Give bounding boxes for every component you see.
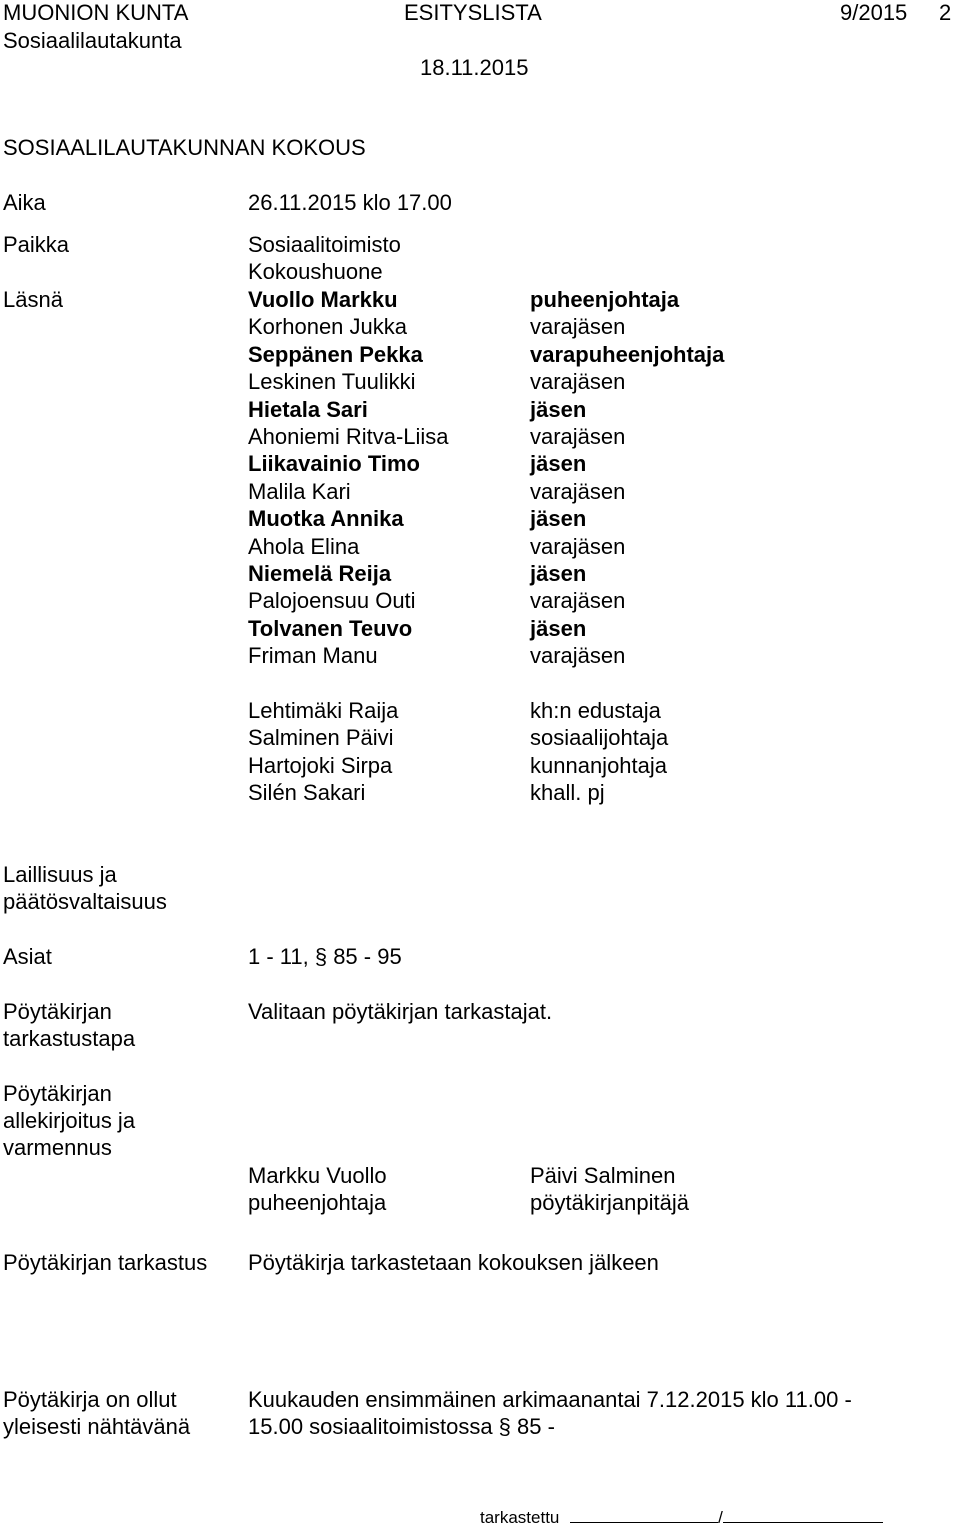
review-label: Pöytäkirjan tarkastus [3,1250,208,1275]
attendee-role: varajäsen [530,643,626,669]
attendee-name: Malila Kari [248,478,351,504]
place-label: Paikka [3,232,70,257]
initials-line-1 [570,1504,718,1523]
review-value: Pöytäkirja tarkastetaan kokouksen jälkeen [248,1250,659,1275]
attendee-name: Korhonen Jukka [248,314,407,340]
attendee-role: varajäsen [530,533,626,559]
attendee-name: Hietala Sari [248,396,368,422]
other-name: Lehtimäki Raija [248,698,399,723]
attendee-name: Muotka Annika [248,506,404,532]
signing-label-line2: allekirjoitus ja [3,1108,136,1133]
review-method-line2: tarkastustapa [3,1026,136,1051]
time-value: 26.11.2015 klo 17.00 [248,190,452,215]
header-date: 18.11.2015 [420,55,529,80]
attendee-name: Seppänen Pekka [248,341,423,367]
page-number: 2 [939,0,952,25]
matters-value: 1 - 11, § 85 - 95 [248,944,402,969]
attendee-name: Ahoniemi Ritva-Liisa [248,424,449,449]
signer1-name: Markku Vuollo [248,1163,387,1188]
attendee-role: varajäsen [530,588,626,614]
page-title: SOSIAALILAUTAKUNNAN KOKOUS [3,135,366,160]
org-name: MUONION KUNTA [3,0,189,25]
attendee-name: Leskinen Tuulikki [248,369,416,395]
doc-number: 9/2015 [840,0,908,25]
time-label: Aika [3,190,46,215]
footer-checked [480,1504,883,1528]
other-role: sosiaalijohtaja [530,725,669,751]
present-label: Läsnä [3,287,63,312]
attendee-name: Palojoensuu Outi [248,588,416,614]
separator: / [718,1508,723,1527]
attendee-role: jäsen [530,396,587,422]
other-name: Hartojoki Sirpa [248,752,393,778]
attendee-name: Vuollo Markku [248,287,398,312]
attendee-role: jäsen [530,506,587,532]
signing-label-line3: varmennus [3,1135,112,1160]
public-label-line2: yleisesti nähtävänä [3,1414,191,1439]
other-name: Salminen Päivi [248,725,394,751]
board-name: Sosiaalilautakunta [3,28,182,53]
review-method-value: Valitaan pöytäkirjan tarkastajat. [248,999,553,1024]
legality-label-line1: Laillisuus ja [3,862,117,887]
attendee-role: varajäsen [530,314,626,340]
doc-type: ESITYSLISTA [404,0,542,25]
other-role: khall. pj [530,780,605,806]
checked-label: tarkastettu [480,1508,560,1527]
matters-label: Asiat [3,944,52,969]
attendee-name: Niemelä Reija [248,561,392,586]
attendee-name: Friman Manu [248,643,378,669]
attendee-role: varajäsen [530,424,626,449]
attendee-name: Liikavainio Timo [248,451,420,477]
public-value-line2: 15.00 sosiaalitoimistossa § 85 - [248,1414,555,1439]
legality-label-line2: päätösvaltaisuus [3,889,167,914]
other-name: Silén Sakari [248,780,366,806]
attendee-role: jäsen [530,561,587,586]
signer2-name: Päivi Salminen [530,1163,676,1188]
attendee-role: varajäsen [530,369,626,395]
attendee-role: varajäsen [530,478,626,504]
review-method-line1: Pöytäkirjan [3,999,112,1024]
attendee-role: puheenjohtaja [530,287,680,312]
public-label-line1: Pöytäkirja on ollut [3,1387,177,1412]
attendee-role: varapuheenjohtaja [530,341,725,367]
attendee-name: Tolvanen Teuvo [248,615,413,641]
place-line2: Kokoushuone [248,259,383,284]
attendee-role: jäsen [530,615,587,641]
place-line1: Sosiaalitoimisto [248,232,401,257]
attendee-name: Ahola Elina [248,533,360,559]
public-value-line1: Kuukauden ensimmäinen arkimaanantai 7.12.2015 klo 11.00 - [248,1387,852,1412]
other-role: kh:n edustaja [530,698,661,723]
signer1-role: puheenjohtaja [248,1190,387,1215]
other-role: kunnanjohtaja [530,752,668,778]
attendee-role: jäsen [530,451,587,477]
initials-line-2 [723,1504,883,1523]
signer2-role: pöytäkirjanpitäjä [530,1190,689,1215]
signing-label-line1: Pöytäkirjan [3,1081,112,1106]
